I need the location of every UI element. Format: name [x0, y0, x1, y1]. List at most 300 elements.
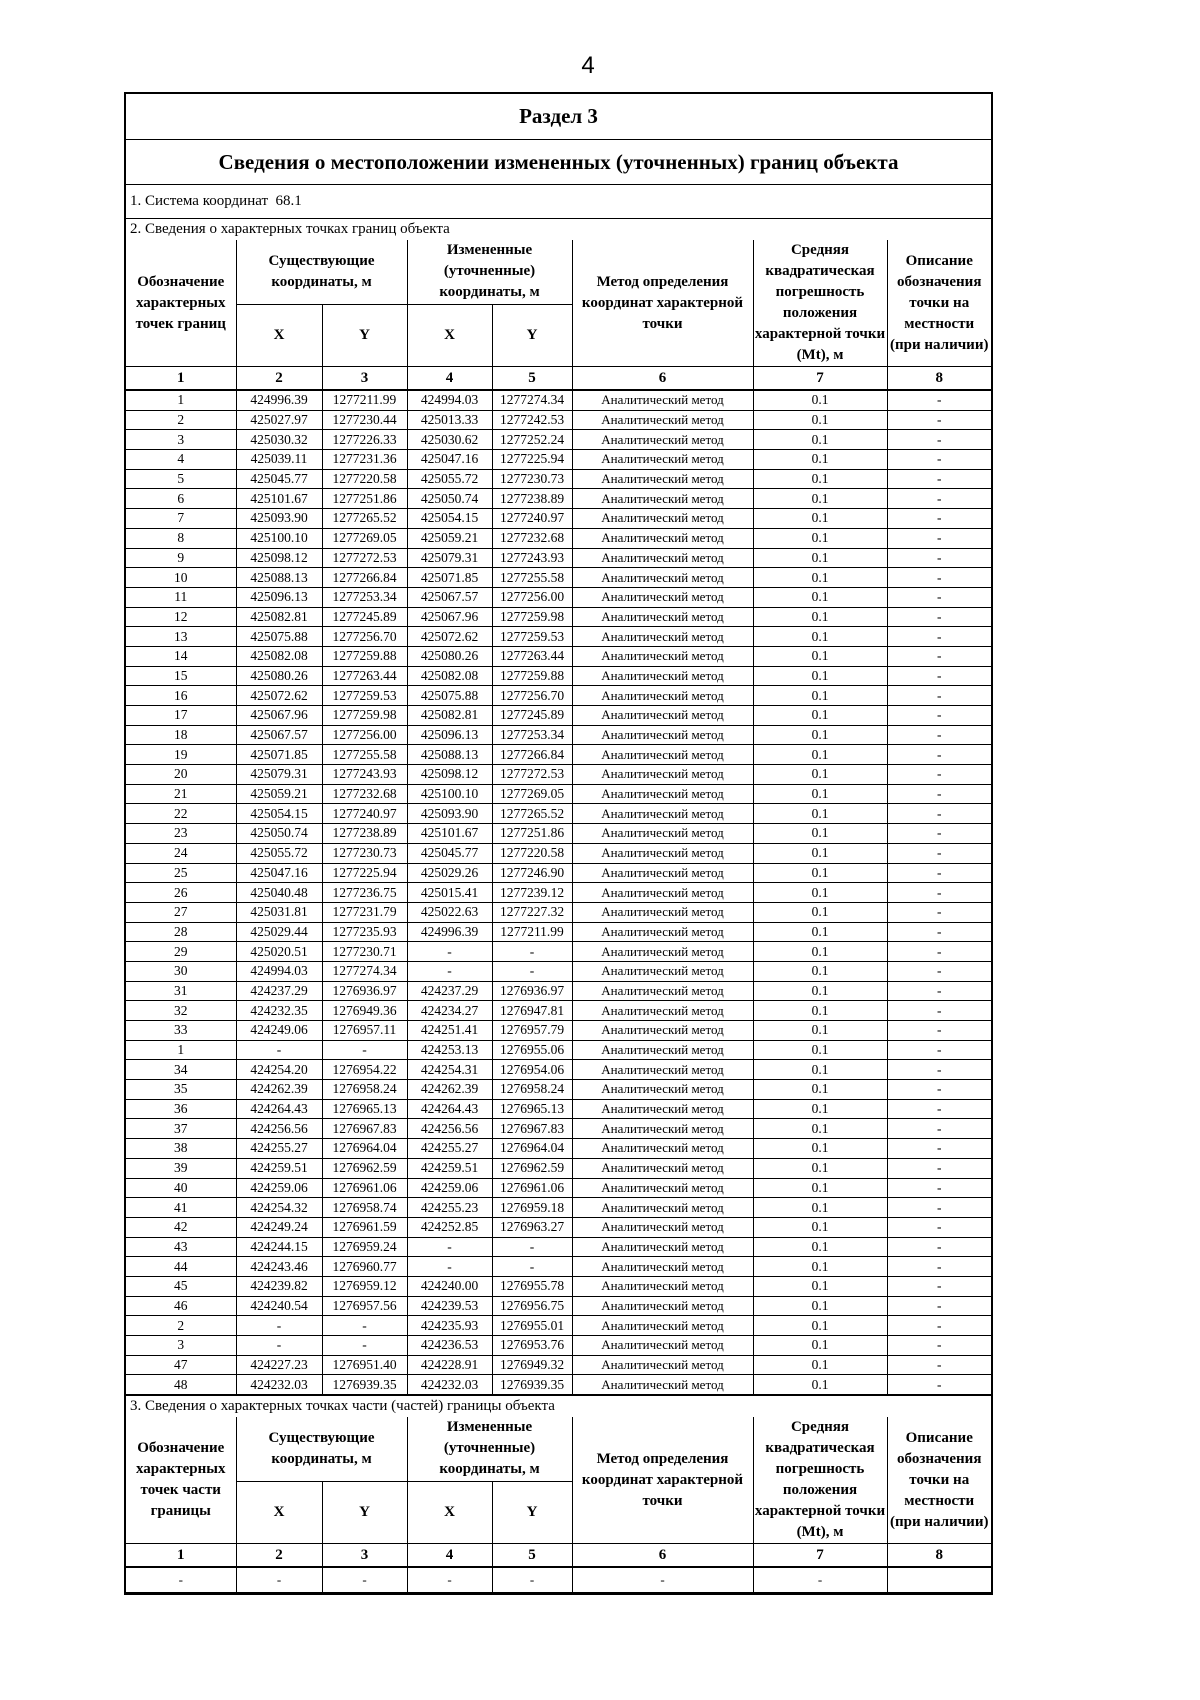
description-cell: - — [887, 686, 991, 706]
point-number-cell: 11 — [126, 587, 236, 607]
method-cell: Аналитический метод — [572, 450, 753, 470]
point-number-cell: 16 — [126, 686, 236, 706]
description-cell: - — [887, 1375, 991, 1395]
header-method: Метод определения координат характерной точки — [572, 1417, 753, 1544]
table-row — [126, 509, 991, 529]
existing-x-cell: 425040.48 — [236, 883, 322, 903]
point-number-cell: 37 — [126, 1119, 236, 1139]
header-changed-coordinates: Измененные (уточненные) координаты, м — [407, 240, 572, 304]
existing-y-cell: 1276965.13 — [322, 1099, 407, 1119]
table-row — [126, 528, 991, 548]
method-cell: - — [572, 1567, 753, 1593]
method-cell: Аналитический метод — [572, 1119, 753, 1139]
changed-y-cell: 1277211.99 — [492, 922, 572, 942]
existing-x-cell: 425096.13 — [236, 587, 322, 607]
table-row — [126, 548, 991, 568]
method-cell: Аналитический метод — [572, 1296, 753, 1316]
description-cell: - — [887, 587, 991, 607]
existing-y-cell: 1277230.73 — [322, 843, 407, 863]
existing-x-cell: 424254.32 — [236, 1198, 322, 1218]
existing-x-cell: 425093.90 — [236, 509, 322, 529]
point-number-cell: 3 — [126, 430, 236, 450]
header-existing-x: X — [236, 304, 322, 367]
method-cell: Аналитический метод — [572, 765, 753, 785]
description-cell: - — [887, 725, 991, 745]
existing-y-cell: 1277259.53 — [322, 686, 407, 706]
existing-x-cell: 424249.06 — [236, 1021, 322, 1041]
table-row — [126, 666, 991, 686]
description-cell: - — [887, 489, 991, 509]
description-cell: - — [887, 745, 991, 765]
changed-x-cell: 424996.39 — [407, 922, 492, 942]
table-row — [126, 1060, 991, 1080]
changed-y-cell: 1276959.18 — [492, 1198, 572, 1218]
existing-x-cell: 425067.57 — [236, 725, 322, 745]
changed-y-cell: 1277256.00 — [492, 587, 572, 607]
error-cell: 0.1 — [753, 528, 887, 548]
point-number-cell: - — [126, 1567, 236, 1593]
description-cell: - — [887, 666, 991, 686]
table-row — [126, 843, 991, 863]
description-cell: - — [887, 450, 991, 470]
table-row — [126, 1567, 991, 1593]
method-cell: Аналитический метод — [572, 942, 753, 962]
changed-x-cell: 425013.33 — [407, 410, 492, 430]
existing-y-cell: 1277272.53 — [322, 548, 407, 568]
existing-x-cell: 425045.77 — [236, 469, 322, 489]
error-cell: 0.1 — [753, 489, 887, 509]
error-cell: 0.1 — [753, 410, 887, 430]
table-row — [126, 450, 991, 470]
changed-x-cell: - — [407, 1237, 492, 1257]
changed-y-cell: 1276964.04 — [492, 1139, 572, 1159]
changed-x-cell: - — [407, 942, 492, 962]
table-row — [126, 1198, 991, 1218]
description-cell: - — [887, 1060, 991, 1080]
description-cell: - — [887, 942, 991, 962]
existing-y-cell: 1276960.77 — [322, 1257, 407, 1277]
existing-y-cell: 1276961.06 — [322, 1178, 407, 1198]
changed-x-cell: 424228.91 — [407, 1355, 492, 1375]
existing-x-cell: - — [236, 1040, 322, 1060]
changed-x-cell: 424262.39 — [407, 1080, 492, 1100]
point-number-cell: 32 — [126, 1001, 236, 1021]
header-changed-x: X — [407, 1481, 492, 1544]
point-number-cell: 9 — [126, 548, 236, 568]
part-points-table — [126, 1417, 991, 1593]
error-cell: 0.1 — [753, 902, 887, 922]
error-cell: 0.1 — [753, 824, 887, 844]
description-cell: - — [887, 1276, 991, 1296]
description-cell: - — [887, 804, 991, 824]
changed-y-cell: 1277252.24 — [492, 430, 572, 450]
existing-x-cell: 425039.11 — [236, 450, 322, 470]
table-row — [126, 765, 991, 785]
section-subtitle: Сведения о местоположении измененных (уточненных) границ объекта — [126, 140, 991, 185]
existing-y-cell: 1276958.24 — [322, 1080, 407, 1100]
existing-y-cell: 1276961.59 — [322, 1217, 407, 1237]
existing-x-cell: 425027.97 — [236, 410, 322, 430]
description-cell: - — [887, 646, 991, 666]
existing-y-cell: 1276959.24 — [322, 1237, 407, 1257]
method-cell: Аналитический метод — [572, 1237, 753, 1257]
error-cell: 0.1 — [753, 1217, 887, 1237]
error-cell: 0.1 — [753, 430, 887, 450]
existing-y-cell: 1277243.93 — [322, 765, 407, 785]
existing-x-cell: 424244.15 — [236, 1237, 322, 1257]
existing-x-cell: 425079.31 — [236, 765, 322, 785]
description-cell: - — [887, 1139, 991, 1159]
error-cell: 0.1 — [753, 509, 887, 529]
changed-x-cell: 425050.74 — [407, 489, 492, 509]
changed-x-cell: 425075.88 — [407, 686, 492, 706]
point-number-cell: 44 — [126, 1257, 236, 1277]
changed-x-cell: 424236.53 — [407, 1336, 492, 1356]
coordinate-system-row — [126, 185, 991, 219]
header-changed-y: Y — [492, 1481, 572, 1544]
existing-y-cell: 1277259.88 — [322, 646, 407, 666]
point-number-cell: 42 — [126, 1217, 236, 1237]
changed-y-cell: 1276962.59 — [492, 1158, 572, 1178]
method-cell: Аналитический метод — [572, 1060, 753, 1080]
existing-x-cell: 425088.13 — [236, 568, 322, 588]
description-cell: - — [887, 1237, 991, 1257]
existing-x-cell: 425082.81 — [236, 607, 322, 627]
changed-y-cell: 1276958.24 — [492, 1080, 572, 1100]
error-cell: 0.1 — [753, 981, 887, 1001]
column-number: 2 — [236, 367, 322, 391]
table-row — [126, 1276, 991, 1296]
changed-y-cell: 1276967.83 — [492, 1119, 572, 1139]
changed-x-cell: 425047.16 — [407, 450, 492, 470]
changed-y-cell: 1276949.32 — [492, 1355, 572, 1375]
error-cell: 0.1 — [753, 922, 887, 942]
changed-x-cell: 424259.51 — [407, 1158, 492, 1178]
error-cell: 0.1 — [753, 765, 887, 785]
method-cell: Аналитический метод — [572, 1040, 753, 1060]
column-number: 6 — [572, 367, 753, 391]
table-row — [126, 784, 991, 804]
table-row — [126, 568, 991, 588]
error-cell: 0.1 — [753, 1021, 887, 1041]
existing-y-cell: 1277231.36 — [322, 450, 407, 470]
method-cell: Аналитический метод — [572, 489, 753, 509]
description-cell: - — [887, 1001, 991, 1021]
method-cell: Аналитический метод — [572, 430, 753, 450]
changed-y-cell: 1277274.34 — [492, 390, 572, 410]
changed-x-cell: 425082.81 — [407, 706, 492, 726]
table-row — [126, 725, 991, 745]
error-cell: 0.1 — [753, 1336, 887, 1356]
description-cell: - — [887, 548, 991, 568]
column-number: 1 — [126, 1544, 236, 1568]
existing-y-cell: 1277211.99 — [322, 390, 407, 410]
existing-y-cell: 1276951.40 — [322, 1355, 407, 1375]
point-number-cell: 2 — [126, 410, 236, 430]
table-row — [126, 1178, 991, 1198]
existing-x-cell: 425054.15 — [236, 804, 322, 824]
existing-y-cell: 1277265.52 — [322, 509, 407, 529]
error-cell: 0.1 — [753, 568, 887, 588]
header-description: Описание обозначения точки на местности (при наличии) — [887, 1417, 991, 1544]
point-number-cell: 39 — [126, 1158, 236, 1178]
method-cell: Аналитический метод — [572, 843, 753, 863]
description-cell: - — [887, 863, 991, 883]
method-cell: Аналитический метод — [572, 1198, 753, 1218]
changed-x-cell: 425022.63 — [407, 902, 492, 922]
header-error: Средняя квадратическая погрешность положения характерной точки (Mt), м — [753, 1417, 887, 1544]
method-cell: Аналитический метод — [572, 1375, 753, 1395]
changed-y-cell: - — [492, 1237, 572, 1257]
method-cell: Аналитический метод — [572, 568, 753, 588]
changed-x-cell: 424253.13 — [407, 1040, 492, 1060]
changed-y-cell: 1276936.97 — [492, 981, 572, 1001]
point-number-cell: 31 — [126, 981, 236, 1001]
table-row — [126, 1119, 991, 1139]
column-number: 7 — [753, 367, 887, 391]
changed-y-cell: 1277243.93 — [492, 548, 572, 568]
existing-y-cell: 1277253.34 — [322, 587, 407, 607]
description-cell: - — [887, 469, 991, 489]
existing-x-cell: 425071.85 — [236, 745, 322, 765]
point-number-cell: 36 — [126, 1099, 236, 1119]
method-cell: Аналитический метод — [572, 902, 753, 922]
existing-x-cell: 424259.51 — [236, 1158, 322, 1178]
changed-y-cell: 1277232.68 — [492, 528, 572, 548]
column-number: 7 — [753, 1544, 887, 1568]
point-number-cell: 8 — [126, 528, 236, 548]
method-cell: Аналитический метод — [572, 607, 753, 627]
existing-y-cell: 1277251.86 — [322, 489, 407, 509]
header-designation-part: Обозначение характерных точек части границы — [126, 1417, 236, 1544]
changed-x-cell: 425045.77 — [407, 843, 492, 863]
point-number-cell: 6 — [126, 489, 236, 509]
table-row — [126, 686, 991, 706]
changed-y-cell: 1277225.94 — [492, 450, 572, 470]
changed-y-cell: 1276956.75 — [492, 1296, 572, 1316]
existing-y-cell: 1277259.98 — [322, 706, 407, 726]
existing-y-cell: 1277256.70 — [322, 627, 407, 647]
error-cell: 0.1 — [753, 607, 887, 627]
changed-x-cell: 425093.90 — [407, 804, 492, 824]
existing-y-cell: 1277236.75 — [322, 883, 407, 903]
description-cell: - — [887, 627, 991, 647]
existing-x-cell: 424243.46 — [236, 1257, 322, 1277]
description-cell: - — [887, 1021, 991, 1041]
existing-y-cell: 1277274.34 — [322, 961, 407, 981]
error-cell: 0.1 — [753, 1355, 887, 1375]
table-row — [126, 922, 991, 942]
error-cell: 0.1 — [753, 1296, 887, 1316]
coordinate-system-label: 1. Система координат — [130, 193, 269, 209]
changed-y-cell: 1276954.06 — [492, 1060, 572, 1080]
changed-x-cell: 424254.31 — [407, 1060, 492, 1080]
description-cell: - — [887, 1040, 991, 1060]
existing-x-cell: 425029.44 — [236, 922, 322, 942]
point-number-cell: 43 — [126, 1237, 236, 1257]
method-cell: Аналитический метод — [572, 1021, 753, 1041]
existing-x-cell: 424232.35 — [236, 1001, 322, 1021]
header-existing-y: Y — [322, 1481, 407, 1544]
description-cell: - — [887, 765, 991, 785]
changed-x-cell: 425067.57 — [407, 587, 492, 607]
changed-x-cell: 424259.06 — [407, 1178, 492, 1198]
method-cell: Аналитический метод — [572, 509, 753, 529]
point-number-cell: 48 — [126, 1375, 236, 1395]
page-number: 4 — [581, 52, 595, 79]
method-cell: Аналитический метод — [572, 587, 753, 607]
existing-x-cell: 424237.29 — [236, 981, 322, 1001]
error-cell: 0.1 — [753, 942, 887, 962]
point-number-cell: 24 — [126, 843, 236, 863]
point-number-cell: 34 — [126, 1060, 236, 1080]
column-number: 6 — [572, 1544, 753, 1568]
point-number-cell: 30 — [126, 961, 236, 981]
existing-x-cell: 425020.51 — [236, 942, 322, 962]
changed-y-cell: 1277246.90 — [492, 863, 572, 883]
error-cell: 0.1 — [753, 1099, 887, 1119]
changed-y-cell: 1277245.89 — [492, 706, 572, 726]
point-number-cell: 13 — [126, 627, 236, 647]
table-row — [126, 863, 991, 883]
existing-y-cell: 1276957.56 — [322, 1296, 407, 1316]
point-number-cell: 1 — [126, 1040, 236, 1060]
method-cell: Аналитический метод — [572, 627, 753, 647]
changed-y-cell: 1276955.01 — [492, 1316, 572, 1336]
existing-y-cell: 1276936.97 — [322, 981, 407, 1001]
point-number-cell: 41 — [126, 1198, 236, 1218]
error-cell: 0.1 — [753, 804, 887, 824]
description-cell: - — [887, 961, 991, 981]
description-cell: - — [887, 1296, 991, 1316]
table-row — [126, 883, 991, 903]
header-existing-coordinates: Существующие координаты, м — [236, 240, 407, 304]
changed-x-cell: 424234.27 — [407, 1001, 492, 1021]
description-cell: - — [887, 902, 991, 922]
table-row — [126, 430, 991, 450]
changed-x-cell: 425101.67 — [407, 824, 492, 844]
error-cell: 0.1 — [753, 1178, 887, 1198]
changed-x-cell: 425088.13 — [407, 745, 492, 765]
changed-x-cell: 425100.10 — [407, 784, 492, 804]
description-cell: - — [887, 1080, 991, 1100]
changed-y-cell: 1277256.70 — [492, 686, 572, 706]
changed-y-cell: 1276957.79 — [492, 1021, 572, 1041]
existing-y-cell: 1276958.74 — [322, 1198, 407, 1218]
description-cell: - — [887, 883, 991, 903]
table-row — [126, 1355, 991, 1375]
description-cell: - — [887, 410, 991, 430]
points-table-body — [126, 390, 991, 1395]
description-cell: - — [887, 528, 991, 548]
point-number-cell: 46 — [126, 1296, 236, 1316]
point-number-cell: 21 — [126, 784, 236, 804]
points-section-title: 2. Сведения о характерных точках границ объекта — [130, 221, 450, 237]
changed-x-cell: - — [407, 961, 492, 981]
table-row — [126, 1021, 991, 1041]
method-cell: Аналитический метод — [572, 1139, 753, 1159]
table-row — [126, 1040, 991, 1060]
method-cell: Аналитический метод — [572, 745, 753, 765]
method-cell: Аналитический метод — [572, 961, 753, 981]
description-cell: - — [887, 390, 991, 410]
error-cell: 0.1 — [753, 1316, 887, 1336]
existing-x-cell: 424254.20 — [236, 1060, 322, 1080]
description-cell: - — [887, 1198, 991, 1218]
description-cell: - — [887, 1257, 991, 1277]
column-number: 8 — [887, 1544, 991, 1568]
error-cell: 0.1 — [753, 863, 887, 883]
changed-y-cell: 1277227.32 — [492, 902, 572, 922]
existing-y-cell: 1276939.35 — [322, 1375, 407, 1395]
error-cell: 0.1 — [753, 883, 887, 903]
method-cell: Аналитический метод — [572, 784, 753, 804]
changed-y-cell: - — [492, 961, 572, 981]
table-row — [126, 902, 991, 922]
changed-x-cell: 424251.41 — [407, 1021, 492, 1041]
column-number: 1 — [126, 367, 236, 391]
changed-y-cell: 1276953.76 — [492, 1336, 572, 1356]
existing-y-cell: 1276954.22 — [322, 1060, 407, 1080]
point-number-cell: 19 — [126, 745, 236, 765]
method-cell: Аналитический метод — [572, 1257, 753, 1277]
table-row — [126, 745, 991, 765]
changed-x-cell: 424255.27 — [407, 1139, 492, 1159]
method-cell: Аналитический метод — [572, 1178, 753, 1198]
point-number-cell: 35 — [126, 1080, 236, 1100]
error-cell: 0.1 — [753, 1158, 887, 1178]
existing-x-cell: 425080.26 — [236, 666, 322, 686]
method-cell: Аналитический метод — [572, 1080, 753, 1100]
existing-x-cell: 424996.39 — [236, 390, 322, 410]
changed-y-cell: 1276947.81 — [492, 1001, 572, 1021]
table-row — [126, 1001, 991, 1021]
point-number-cell: 27 — [126, 902, 236, 922]
document-frame — [124, 92, 993, 1595]
error-cell: 0.1 — [753, 1080, 887, 1100]
error-cell: - — [753, 1567, 887, 1593]
existing-x-cell: 424256.56 — [236, 1119, 322, 1139]
existing-y-cell: - — [322, 1040, 407, 1060]
description-cell: - — [887, 1336, 991, 1356]
changed-x-cell: 425098.12 — [407, 765, 492, 785]
existing-x-cell: 425098.12 — [236, 548, 322, 568]
method-cell: Аналитический метод — [572, 922, 753, 942]
error-cell: 0.1 — [753, 1119, 887, 1139]
existing-x-cell: 425050.74 — [236, 824, 322, 844]
table-row — [126, 587, 991, 607]
changed-y-cell: 1277265.52 — [492, 804, 572, 824]
existing-y-cell: 1276957.11 — [322, 1021, 407, 1041]
method-cell: Аналитический метод — [572, 1316, 753, 1336]
changed-y-cell: - — [492, 1567, 572, 1593]
changed-x-cell: 425096.13 — [407, 725, 492, 745]
header-existing-y: Y — [322, 304, 407, 367]
changed-y-cell: 1277240.97 — [492, 509, 572, 529]
points-table — [126, 240, 991, 1395]
changed-y-cell: 1276939.35 — [492, 1375, 572, 1395]
description-cell: - — [887, 430, 991, 450]
description-cell — [887, 1567, 991, 1593]
point-number-cell: 4 — [126, 450, 236, 470]
changed-x-cell: 425071.85 — [407, 568, 492, 588]
table-row — [126, 1217, 991, 1237]
changed-x-cell: 424232.03 — [407, 1375, 492, 1395]
changed-y-cell: 1277272.53 — [492, 765, 572, 785]
method-cell: Аналитический метод — [572, 706, 753, 726]
existing-x-cell: 424264.43 — [236, 1099, 322, 1119]
header-designation: Обозначение характерных точек границ — [126, 240, 236, 367]
